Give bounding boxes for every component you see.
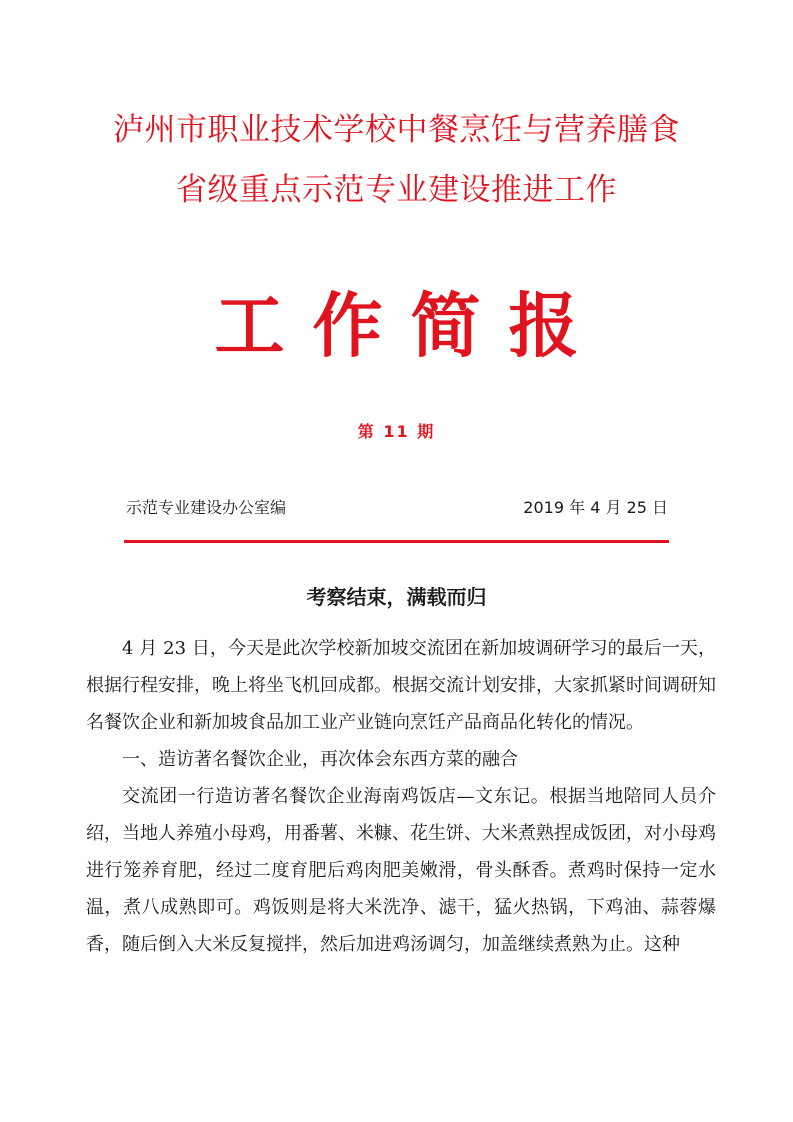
masthead-title: 工作简报 bbox=[214, 285, 607, 367]
editor-credit: 示范专业建设办公室编 bbox=[126, 498, 287, 517]
issue-number: 第 11 期 bbox=[357, 422, 436, 441]
red-divider-line bbox=[124, 540, 669, 543]
publication-date: 2019 年 4 月 25 日 bbox=[523, 498, 668, 517]
article-body bbox=[86, 630, 716, 963]
paragraph-restaurant-visit: 交流团一行造访著名餐饮企业海南鸡饭店—文东记。根据当地陪同人员介绍，当地人养殖小母鸡，用番薯、米糠、花生饼、大米煮熟捏成饭团，对小母鸡进行笼养育肥，经过二度育肥后鸡肉肥美嫩滑，骨头酥香。煮鸡时保持一定水温，煮八成熟即可。鸡饭则是将大米洗净、滤干，猛火热锅，下鸡油、蒜蓉爆香，随后倒入大米反复搅拌，然后加进鸡汤调匀，加盖继续煮熟为止。这种 bbox=[86, 786, 716, 955]
paragraph-intro: 4 月 23 日，今天是此次学校新加坡交流团在新加坡调研学习的最后一天，根据行程安排，晚上将坐飞机回成都。根据交流计划安排，大家抓紧时间调研知名餐饮企业和新加坡食品加工业产业链向烹饪产品商品化转化的情况。 bbox=[86, 638, 716, 733]
bulletin-meta bbox=[126, 495, 668, 521]
article-title: 考察结束，满载而归 bbox=[306, 585, 487, 609]
organization-title-line-1: 泸州市职业技术学校中餐烹饪与营养膳食 bbox=[113, 112, 680, 148]
organization-title-line-2: 省级重点示范专业建设推进工作 bbox=[176, 172, 617, 208]
section-heading-1: 一、造访著名餐饮企业，再次体会东西方菜的融合 bbox=[122, 749, 518, 770]
